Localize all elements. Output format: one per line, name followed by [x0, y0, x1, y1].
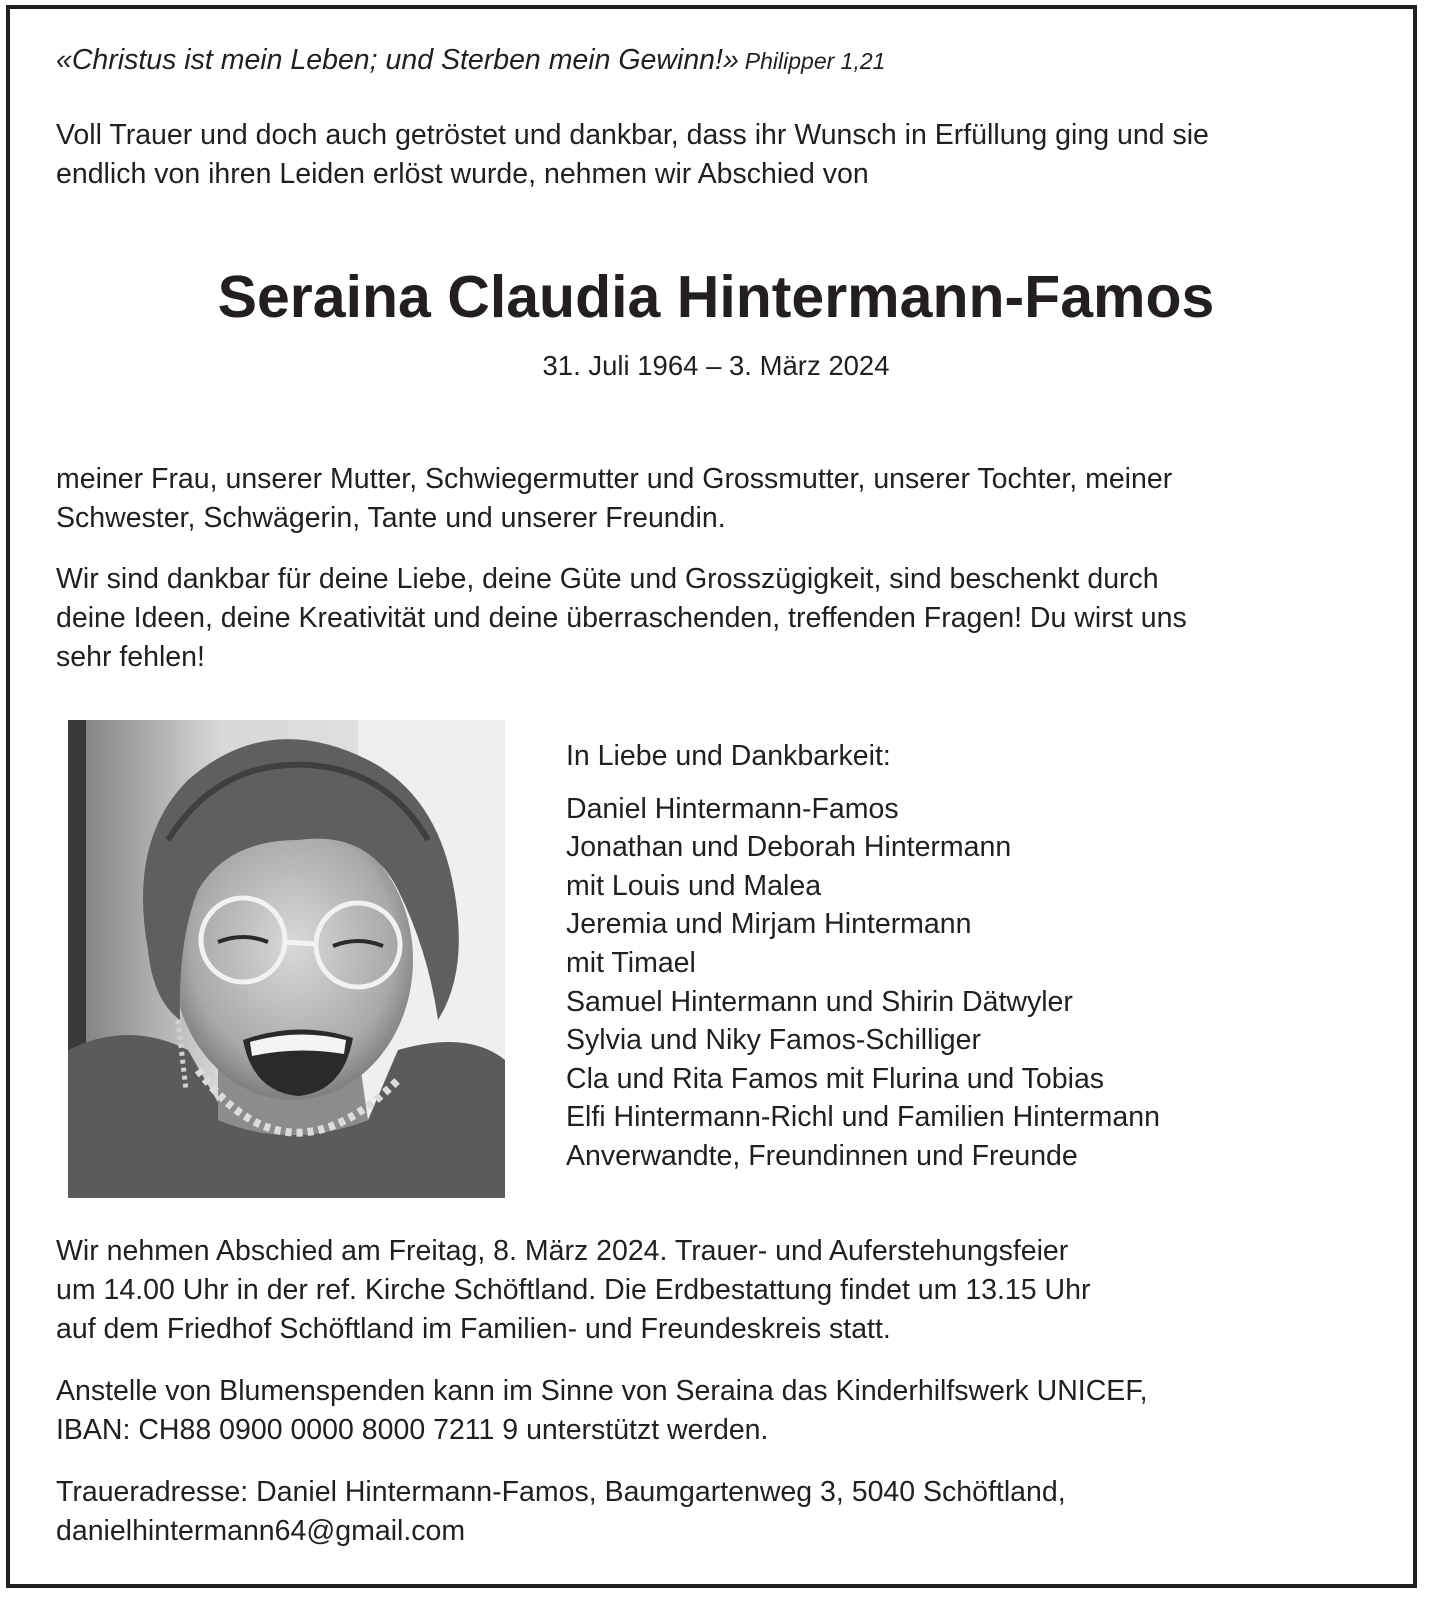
- donation-line: Anstelle von Blumenspenden kann im Sinne von Seraina das Kinderhilfswerk UNICEF,: [56, 1375, 1148, 1407]
- epigraph: [56, 40, 1376, 81]
- mourning-address: [56, 1473, 1066, 1551]
- deceased-name: Seraina Claudia Hintermann-Famos: [217, 264, 1215, 330]
- mourner-name: Sylvia und Niky Famos-Schilliger: [566, 1024, 981, 1057]
- thanks-line: sehr fehlen!: [56, 641, 205, 673]
- relationship-line: meiner Frau, unserer Mutter, Schwiegermutter und Grossmutter, unserer Tochter, meiner: [56, 463, 1173, 495]
- relationship-paragraph: [56, 460, 1172, 538]
- address-line: Traueradresse: Daniel Hintermann-Famos, Baumgartenweg 3, 5040 Schöftland,: [56, 1476, 1066, 1508]
- epigraph-reference: Philipper 1,21: [744, 48, 886, 74]
- mourner-name: Elfi Hintermann-Richl und Familien Hintermann: [566, 1101, 1160, 1134]
- mourner-name: mit Timael: [566, 946, 696, 979]
- intro-paragraph: [56, 116, 1376, 194]
- ceremony-line: auf dem Friedhof Schöftland im Familien- und Freundeskreis statt.: [56, 1313, 891, 1345]
- thanks-line: Wir sind dankbar für deine Liebe, deine Güte und Grosszügigkeit, sind beschenkt durch: [56, 563, 1159, 595]
- portrait-photo: [68, 720, 505, 1198]
- mourner-name: mit Louis und Malea: [566, 869, 822, 902]
- intro-line: Voll Trauer und doch auch getröstet und dankbar, dass ihr Wunsch in Erfüllung ging und sie: [56, 119, 1209, 151]
- mourner-name: Jonathan und Deborah Hintermann: [566, 831, 1012, 864]
- relationship-line: Schwester, Schwägerin, Tante und unserer Freundin.: [56, 502, 726, 534]
- mourners-heading: In Liebe und Dankbarkeit:: [566, 740, 891, 772]
- ceremony-line: Wir nehmen Abschied am Freitag, 8. März 2024. Trauer- und Auferstehungsfeier: [56, 1235, 1069, 1267]
- mourner-name: Jeremia und Mirjam Hintermann: [566, 908, 972, 941]
- epigraph-quote: «Christus ist mein Leben; und Sterben mein Gewinn!»: [56, 44, 739, 76]
- mourner-name: Cla und Rita Famos mit Flurina und Tobias: [566, 1062, 1105, 1095]
- life-dates: 31. Juli 1964 – 3. März 2024: [542, 350, 890, 381]
- donation-line: IBAN: CH88 0900 0000 8000 7211 9 unterstützt werden.: [56, 1414, 769, 1446]
- mourner-name: Anverwandte, Freundinnen und Freunde: [566, 1139, 1078, 1172]
- donation-paragraph: [56, 1372, 1148, 1450]
- intro-line: endlich von ihren Leiden erlöst wurde, nehmen wir Abschied von: [56, 158, 869, 190]
- mourner-name: Samuel Hintermann und Shirin Dätwyler: [566, 985, 1073, 1018]
- obituary-notice: [56, 40, 1376, 1547]
- thanks-line: deine Ideen, deine Kreativität und deine überraschenden, treffenden Fragen! Du wirst uns: [56, 602, 1187, 634]
- mourners-list: [566, 737, 1160, 1176]
- email-address: danielhintermann64@gmail.com: [56, 1515, 466, 1547]
- thanks-paragraph: [56, 560, 1187, 677]
- ceremony-line: um 14.00 Uhr in der ref. Kirche Schöftland. Die Erdbestattung findet um 13.15 Uhr: [56, 1274, 1091, 1306]
- mourner-name: Daniel Hintermann-Famos: [566, 792, 899, 825]
- ceremony-paragraph: [56, 1232, 1090, 1349]
